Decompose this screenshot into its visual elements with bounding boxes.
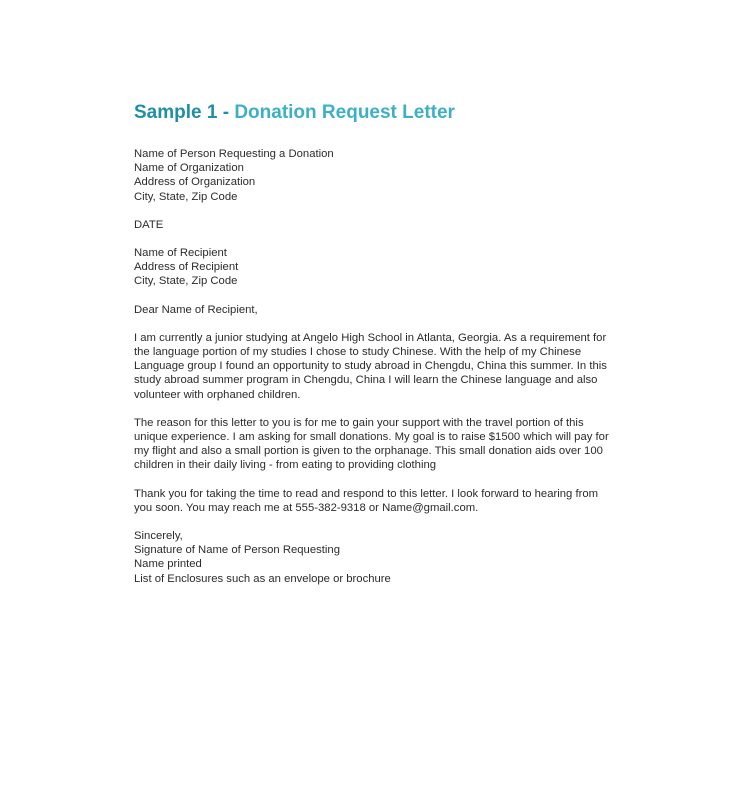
letter-body <box>134 147 614 600</box>
paragraph-line: you soon. You may reach me at 555-382-9318 or Name@gmail.com. <box>134 501 479 514</box>
paragraph-line: Thank you for taking the time to read and respond to this letter. I look forward to hearing from <box>134 487 599 500</box>
salutation-block <box>134 303 614 317</box>
paragraph-line: The reason for this letter to you is for me to gain your support with the travel portion of this <box>134 416 584 429</box>
salutation: Dear Name of Recipient, <box>134 303 258 316</box>
title-main: Donation Request Letter <box>234 102 455 123</box>
paragraph-line: my flight and also a small portion is given to the orphanage. This small donation aids over 100 <box>134 445 603 458</box>
paragraph-line: volunteer with orphaned children. <box>134 388 301 401</box>
recipient-city-state-zip: City, State, Zip Code <box>134 275 238 288</box>
paragraph-line: the language portion of my studies I chose to study Chinese. With the help of my Chinese <box>134 346 582 359</box>
closing-signature: Signature of Name of Person Requesting <box>134 544 340 557</box>
letter-date: DATE <box>134 218 164 231</box>
closing-block <box>134 529 614 586</box>
closing-name-printed: Name printed <box>134 558 202 571</box>
sender-organization-address: Address of Organization <box>134 176 256 189</box>
paragraph-line: children in their daily living - from eating to providing clothing <box>134 459 437 472</box>
paragraph-line: unique experience. I am asking for small donations. My goal is to raise $1500 which will pay for <box>134 431 609 444</box>
sender-organization: Name of Organization <box>134 162 244 175</box>
recipient-address <box>134 246 614 289</box>
recipient-address-line: Address of Recipient <box>134 261 239 274</box>
sender-city-state-zip: City, State, Zip Code <box>134 190 238 203</box>
paragraph-line: I am currently a junior studying at Angelo High School in Atlanta, Georgia. As a requirement for <box>134 331 607 344</box>
closing-enclosures: List of Enclosures such as an envelope or brochure <box>134 572 391 585</box>
title-prefix: Sample 1 - <box>134 102 235 123</box>
closing-valediction: Sincerely, <box>134 530 183 543</box>
sender-name: Name of Person Requesting a Donation <box>134 148 334 160</box>
paragraph-thanks <box>134 487 614 515</box>
paragraph-request <box>134 416 614 473</box>
recipient-name: Name of Recipient <box>134 247 227 260</box>
paragraph-line: Language group I found an opportunity to study abroad in Chengdu, China this summer. In this <box>134 360 607 373</box>
date-block <box>134 218 614 232</box>
paragraph-line: study abroad summer program in Chengdu, China I will learn the Chinese language and also <box>134 374 598 387</box>
sender-address <box>134 147 614 204</box>
page-title <box>134 101 455 125</box>
paragraph-intro <box>134 331 614 402</box>
